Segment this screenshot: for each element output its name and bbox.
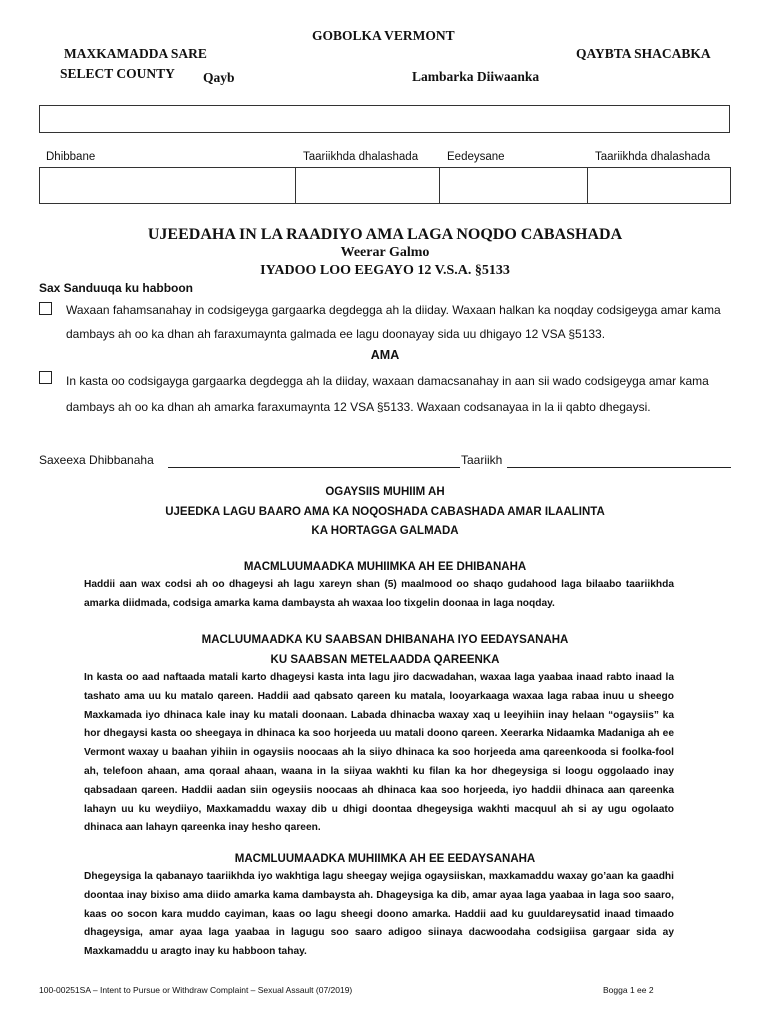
section-paragraph: Haddii aan wax codsi ah oo dhageysi ah lagu xareyn shan (5) maalmood oo shaqo gudahood laga bilaabo taariikhda amarka diidmada, codsiga amarka kama dambaysta ah waxaa loo tixgelin doonaa in laga noqday. <box>84 579 674 609</box>
page-number: Bogga 1 ee 2 <box>603 985 654 995</box>
division-heading: QAYBTA SHACABKA <box>576 46 711 61</box>
state-heading: GOBOLKA VERMONT <box>312 28 455 43</box>
form-title: UJEEDAHA IN LA RAADIYO AMA LAGA NOQDO CABASHADA <box>147 226 623 243</box>
notice-heading: OGAYSIIS MUHIIM AH <box>325 486 445 498</box>
defendant-dob-label: Taariikhda dhalashada <box>595 151 711 163</box>
defendant-label: Eedeysane <box>447 151 505 163</box>
section-paragraph: In kasta oo aad naftaada matali karto dhageysi kasta inta lagu jiro dacwadahan, waxaa laga yaabaa inaad rabto inaad la tashato ama uu ku matalo qareen. Haddii aad qabsato qareen ku matala, looyarkaaga waxaa laga rabaa inuu u sheego Maxkamada iyo dhinaca kale inay ku matali doonaan. Labada dhinacba waxay xaq u leeyihiin inay helaan “ogaysiis” ka hor dhegaysi kasta oo sheegaya in dhinaca ka soo horjeeda uu matali doono qareen. Xeerarka Nidaamka Madaniga ah ee Vermont waxay u baahan yihiin in ogaysiis noocaas ah la siiyo dhinaca ka soo horjeeda ama qareenkooda si foolka-fool ah, telefoon ahaan, ama qoraal ahaan, waana in la siiyaa wakhti ku filan ka hor dhegeysiga si loogu oggolaado inay qabsadaan qareen. Haddii aadan siin ogeysiis noocaas ah dhinaca kaa soo horjeeda, iyo haddii dhinaca aan qareenka lahayn uu ku weydiiyo, Maxkamaddu waxay dib u dhigi doontaa dhegeysiga wakhti macquul ah si ay ugu ogolaato dhinaca aan lahayn qareenka inay hesho qareen. <box>84 672 674 834</box>
section-heading: MACLUUMAADKA KU SAABSAN DHIBANAHA IYO EEDAYSANAHA <box>201 634 569 646</box>
defendant-dob-field[interactable] <box>587 167 731 204</box>
plaintiff-field[interactable] <box>39 167 296 204</box>
form-id: 100-00251SA – Intent to Pursue or Withdraw Complaint – Sexual Assault (07/2019) <box>39 985 353 995</box>
date-line[interactable] <box>507 467 731 468</box>
option2-checkbox[interactable] <box>39 371 52 384</box>
form-subtitle: Weerar Galmo <box>340 245 430 260</box>
section-heading: MACMLUUMAADKA MUHIIMKA AH EE DHIBANAHA <box>243 561 527 573</box>
date-label: Taariikh <box>461 453 503 467</box>
docket-field[interactable] <box>39 105 730 133</box>
signature-line[interactable] <box>168 467 460 468</box>
plaintiff-dob-field[interactable] <box>295 167 440 204</box>
statute-reference: IYADOO LOO EEGAYO 12 V.S.A. §5133 <box>260 263 510 278</box>
plaintiff-dob-label: Taariikhda dhalashada <box>303 151 419 163</box>
county-select[interactable]: SELECT COUNTY <box>60 66 175 81</box>
court-heading: MAXKAMADDA SARE <box>64 46 207 61</box>
option1-checkbox[interactable] <box>39 302 52 315</box>
docket-label: Lambarka Diiwaanka <box>412 69 540 84</box>
notice-subheading: UJEEDKA LAGU BAARO AMA KA NOQOSHADA CABASHADA AMAR ILAALINTA <box>165 506 605 518</box>
instruction-text: Sax Sanduuqa ku habboon <box>39 281 194 295</box>
unit-label: Qayb <box>203 70 235 85</box>
section-heading: MACMLUUMAADKA MUHIIMKA AH EE EEDAYSANAHA <box>234 853 536 865</box>
signature-label: Saxeexa Dhibbanaha <box>39 453 154 467</box>
option2-text: In kasta oo codsigayga gargaarka degdegga ah la diiday, waxaan damacsanahay in aan sii wado codsigeyga amar kama dambays ah oo ka dhan ah amarka faraxumaynta 12 VSA §5133. Waxaan codsanayaa in la ii qabto dhegaysi. <box>66 374 709 414</box>
notice-subheading-2: KA HORTAGGA GALMADA <box>311 525 459 537</box>
defendant-field[interactable] <box>439 167 588 204</box>
option1-text: Waxaan fahamsanahay in codsigeyga gargaarka degdegga ah la diiday. Waxaan halkan ka noqday codsigeyga amar kama dambays ah oo ka dhan ah faraxumaynta galmada ee lagu doonayay sida uu dhigayo 12 VSA §5133. <box>66 303 721 341</box>
or-divider: AMA <box>370 348 400 362</box>
section-paragraph: Dhegeysiga la qabanayo taariikhda iyo wakhtiga lagu sheegay wejiga ogaysiiskan, maxkamaddu waxay go’aan ka gaadhi doontaa inay bixiso ama diido amarka kama dambaysta ah. Dhageysiga ka dib, amar ayaa laga yaabaa in laga soo saaro, kaas oo socon kara muddo cayiman, kaas oo lagu sheegi doono amarka. Haddii aad ku guuldareysatid inaad timaado dhageysiga, amar ayaa laga yaabaa in lagugu soo saaro adigoo siinaya dacwoodaha codsigiisa gargaar sida ay Maxkamaddu u aragto inay ku habboon tahay. <box>84 871 674 958</box>
section-subheading: KU SAABSAN METELAADDA QAREENKA <box>270 654 500 666</box>
plaintiff-label: Dhibbane <box>46 151 96 163</box>
